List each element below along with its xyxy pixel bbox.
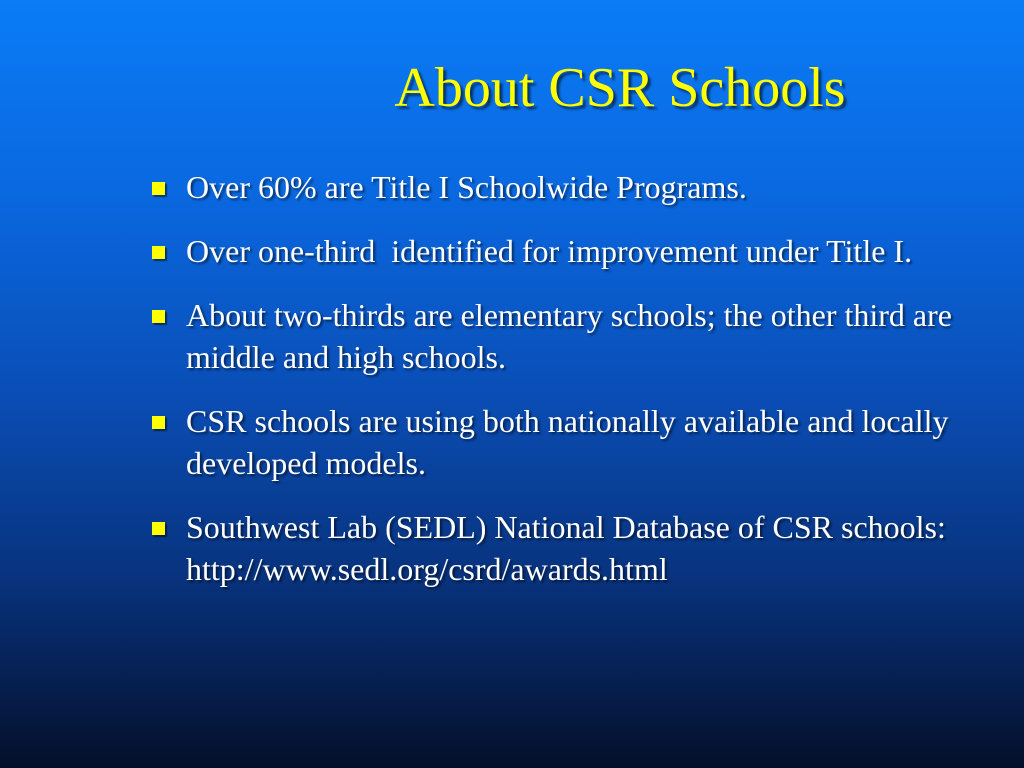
bullet-text: Southwest Lab (SEDL) National Database of CSR schools: http://www.sedl.org/csrd/awards.html xyxy=(186,509,954,587)
bullet-text: Over one-third identified for improvement under Title I. xyxy=(186,233,913,269)
bullet-text: About two-thirds are elementary schools; the other third are middle and high schools. xyxy=(186,297,960,375)
square-bullet-icon xyxy=(152,522,165,535)
bullet-item xyxy=(148,294,984,378)
square-bullet-icon xyxy=(152,246,165,259)
slide-title: About CSR Schools xyxy=(394,57,846,119)
bullet-text: CSR schools are using both nationally available and locally developed models. xyxy=(186,403,957,481)
bullet-item xyxy=(148,230,984,272)
square-bullet-icon xyxy=(152,310,165,323)
square-bullet-icon xyxy=(152,182,165,195)
bullet-item xyxy=(148,506,984,590)
bullet-list xyxy=(148,166,984,612)
bullet-item xyxy=(148,400,984,484)
bullet-item xyxy=(148,166,984,208)
square-bullet-icon xyxy=(152,416,165,429)
bullet-text: Over 60% are Title I Schoolwide Programs. xyxy=(186,169,747,205)
